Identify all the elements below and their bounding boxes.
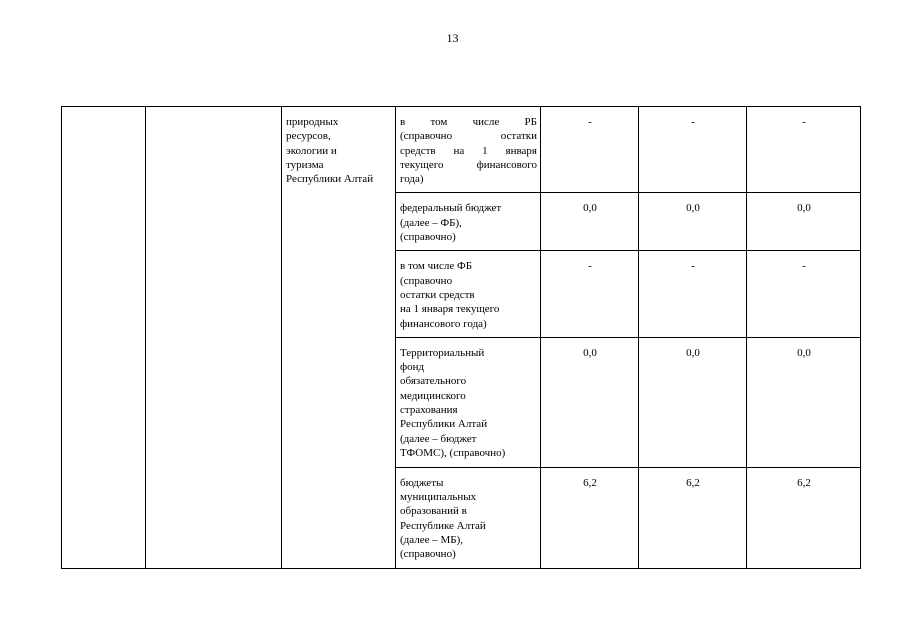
table-row bbox=[62, 107, 861, 193]
value-cell: 0,0 bbox=[541, 337, 639, 467]
source-line: (справочно остатки bbox=[400, 130, 537, 143]
value-cell: - bbox=[747, 107, 861, 193]
value-cell: - bbox=[541, 107, 639, 193]
funding-source-cell bbox=[396, 251, 541, 337]
source-line: федеральный бюджет bbox=[400, 202, 502, 215]
owner-line: природных bbox=[286, 116, 339, 128]
value-cell: 6,2 bbox=[639, 467, 747, 568]
source-line: фонд bbox=[400, 361, 425, 374]
source-line: муниципальных bbox=[400, 491, 477, 504]
value-cell: 0,0 bbox=[747, 193, 861, 251]
source-line: на 1 января текущего bbox=[400, 303, 500, 316]
page-number: 13 bbox=[446, 31, 459, 45]
budget-table bbox=[61, 106, 861, 569]
source-line: ТФОМС), (справочно) bbox=[400, 446, 506, 459]
source-line: средств на 1 января bbox=[400, 144, 537, 157]
value-cell: - bbox=[639, 107, 747, 193]
funding-source-cell bbox=[396, 467, 541, 568]
source-line: остатки средств bbox=[400, 288, 475, 301]
funding-source-cell bbox=[396, 337, 541, 467]
source-line: (справочно bbox=[400, 274, 453, 287]
source-line: (далее – бюджет bbox=[400, 432, 477, 445]
value-cell: 0,0 bbox=[541, 193, 639, 251]
source-line: (далее – ФБ), bbox=[400, 216, 462, 229]
value-cell: - bbox=[747, 251, 861, 337]
value-cell: 6,2 bbox=[747, 467, 861, 568]
source-line: образований в bbox=[400, 505, 467, 518]
source-line: в том числе РБ bbox=[400, 116, 537, 128]
value-cell: - bbox=[639, 251, 747, 337]
empty-cell-col1 bbox=[62, 107, 146, 569]
source-line: Республике Алтай bbox=[400, 519, 486, 532]
source-line: Республики Алтай bbox=[400, 418, 488, 431]
source-line: бюджеты bbox=[400, 476, 444, 489]
owner-line: ресурсов, bbox=[286, 130, 331, 143]
source-line: (справочно) bbox=[400, 548, 456, 561]
value-cell: - bbox=[541, 251, 639, 337]
source-line: страхования bbox=[400, 404, 458, 417]
value-cell: 0,0 bbox=[747, 337, 861, 467]
empty-cell-col2 bbox=[146, 107, 282, 569]
source-line: Территориальный bbox=[400, 346, 485, 359]
source-line: медицинского bbox=[400, 389, 466, 402]
value-cell: 6,2 bbox=[541, 467, 639, 568]
source-line: текущего финансового bbox=[400, 158, 537, 171]
source-line: (далее – МБ), bbox=[400, 534, 464, 547]
source-line: в том числе ФБ bbox=[400, 260, 473, 273]
value-cell: 0,0 bbox=[639, 337, 747, 467]
source-line: года) bbox=[400, 173, 424, 186]
funding-source-cell bbox=[396, 107, 541, 193]
program-owner-cell bbox=[282, 107, 396, 569]
owner-line: Республики Алтай bbox=[286, 173, 374, 186]
source-line: обязательного bbox=[400, 375, 467, 388]
owner-line: экологии и bbox=[286, 144, 337, 157]
funding-source-cell bbox=[396, 193, 541, 251]
owner-line: туризма bbox=[286, 158, 324, 171]
value-cell: 0,0 bbox=[639, 193, 747, 251]
source-line: финансового года) bbox=[400, 317, 487, 330]
source-line: (справочно) bbox=[400, 231, 456, 244]
